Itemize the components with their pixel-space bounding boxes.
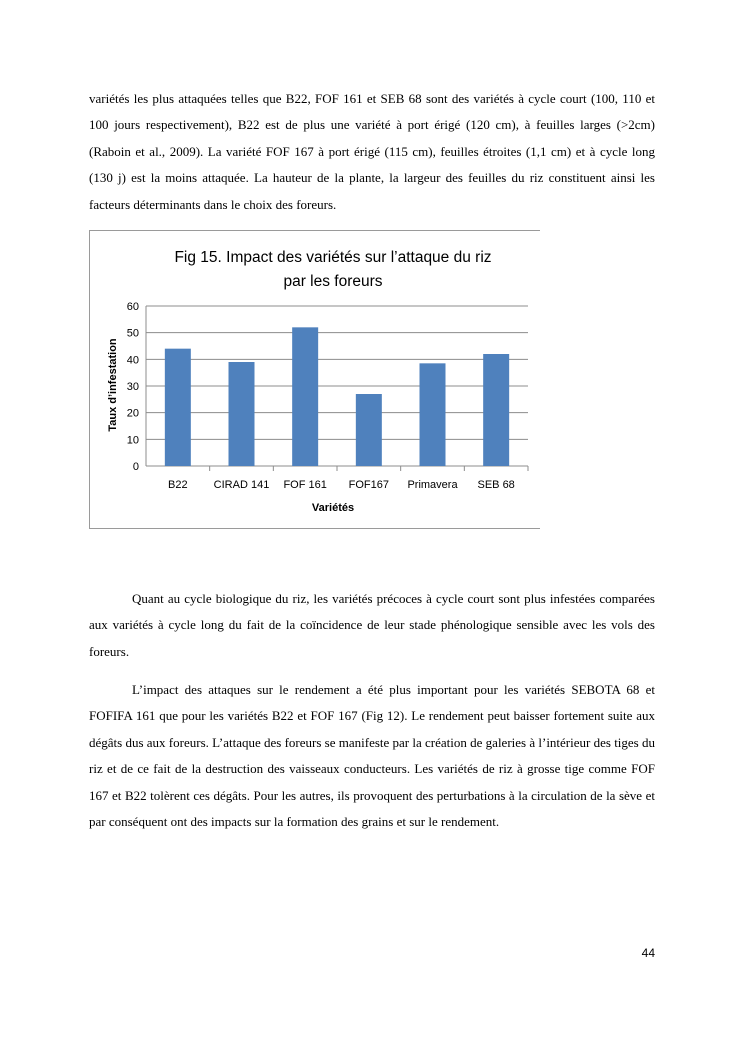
y-tick-label: 20	[126, 407, 139, 420]
bar-seb-68	[483, 354, 509, 466]
paragraph-cycle: Quant au cycle biologique du riz, les variétés précoces à cycle court sont plus infestées comparées aux variétés à cycle long du fait de la coïncidence de leur stade phénologique sensible avec les vols des foreurs.	[89, 591, 655, 659]
bar-cirad-141	[229, 362, 255, 466]
x-tick-label: CIRAD 141	[213, 479, 270, 491]
bar-fof-161	[292, 327, 318, 466]
y-tick-label: 40	[126, 354, 139, 367]
chart-title-line2: par les foreurs	[283, 273, 383, 290]
x-tick-label: B22	[168, 479, 188, 491]
bar-b22	[165, 349, 191, 466]
x-tick-label: FOF167	[348, 479, 390, 491]
bar-fof167	[356, 394, 382, 466]
x-tick-label: FOF 161	[283, 479, 327, 491]
figure-15-chart	[89, 230, 540, 529]
y-axis-label: Taux d’infestation	[107, 338, 119, 432]
bar-chart-svg	[90, 231, 541, 528]
paragraph-rendement: L’impact des attaques sur le rendement a été plus important pour les variétés SEBOTA 68 et FOFIFA 161 que pour les variétés B22 et FOF 167 (Fig 12). Le rendement peut baisser fortement suite aux dégâts dus aux foreurs. L’attaque des foreurs se manifeste par la création de galeries à l’intérieur des tiges du riz et de ce fait de la destruction des vaisseaux conducteurs. Les variétés de riz à grosse tige comme FOF 167 et B22 tolèrent ces dégâts. Pour les autres, ils provoquent des perturbations à la circulation de la sève et par conséquent ont des impacts sur la formation des grains et sur le rendement.	[89, 682, 655, 830]
y-tick-label: 10	[126, 434, 139, 447]
y-tick-label: 0	[132, 461, 139, 473]
x-axis-label: Variétés	[311, 502, 355, 514]
paragraph-intro: variétés les plus attaquées telles que B22, FOF 161 et SEB 68 sont des variétés à cycle court (100, 110 et 100 jours respectivement), B22 est de plus une variété à port érigé (120 cm), à feuilles larges (>2cm) (Raboin et al., 2009). La variété FOF 167 à port érigé (115 cm), feuilles étroites (1,1 cm) et à cycle long (130 j) est la moins attaquée. La hauteur de la plante, la largeur des feuilles du riz constituent ainsi les facteurs déterminants dans le choix des foreurs.	[89, 91, 655, 212]
chart-title-line1: Fig 15. Impact des variétés sur l’attaque du riz	[174, 249, 492, 266]
x-tick-label: SEB 68	[477, 479, 515, 491]
y-tick-label: 30	[126, 381, 139, 393]
bar-primavera	[420, 363, 446, 466]
y-tick-label: 50	[126, 327, 139, 340]
page-number: 44	[641, 946, 655, 960]
y-tick-label: 60	[126, 301, 139, 313]
x-tick-label: Primavera	[407, 479, 458, 491]
